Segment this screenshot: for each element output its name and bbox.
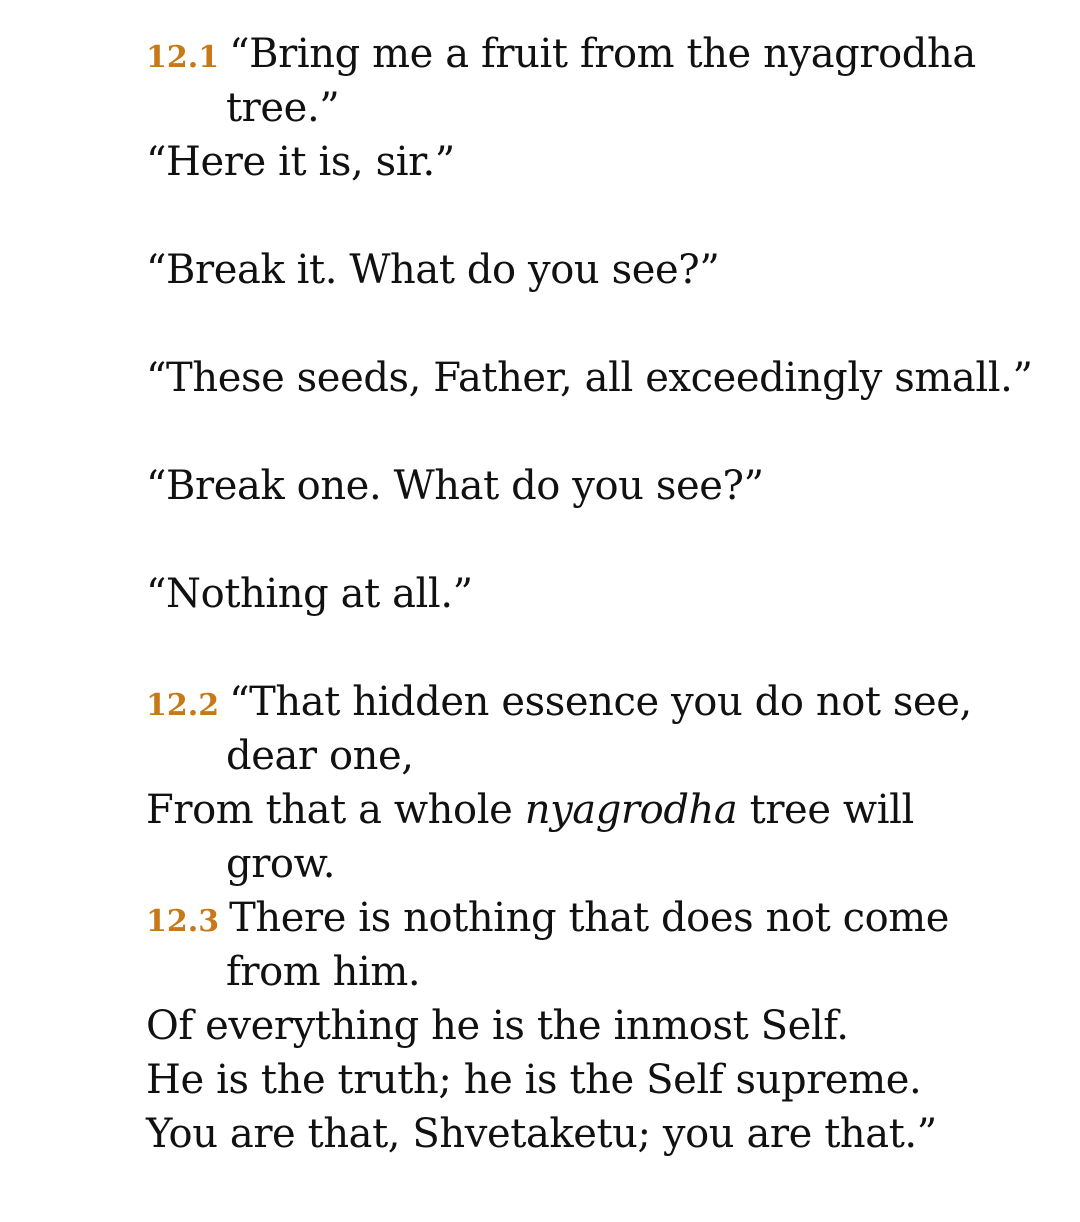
- verse-line: “Break it. What do you see?”: [146, 247, 720, 293]
- verse-line: “Here it is, sir.”: [146, 139, 455, 185]
- verse-line: [146, 675, 1046, 729]
- stanza-gap: [146, 405, 1046, 459]
- verse-line: You are that, Shvetaketu; you are that.”: [146, 1111, 937, 1157]
- verse-line-text: tree will: [737, 787, 914, 833]
- verse-line-continuation: from him.: [226, 949, 421, 995]
- stanza-gap: [146, 189, 1046, 243]
- verse-number: 12.3: [146, 904, 220, 939]
- verse-line-continuation: grow.: [226, 841, 336, 887]
- verse-line: [146, 27, 1046, 81]
- verse-line-text: There is nothing that does not come: [229, 895, 950, 941]
- verse-line-continuation: tree.”: [226, 85, 340, 131]
- verse-line: He is the truth; he is the Self supreme.: [146, 1057, 922, 1103]
- stanza-gap: [146, 297, 1046, 351]
- verse-line: [146, 783, 1046, 837]
- verse-line-continuation: dear one,: [226, 733, 414, 779]
- verse-line: “These seeds, Father, all exceedingly small.”: [146, 355, 1033, 401]
- verse-line: “Break one. What do you see?”: [146, 463, 764, 509]
- verse-line: Of everything he is the inmost Self.: [146, 1003, 849, 1049]
- verse-line-text: From that a whole: [146, 787, 525, 833]
- verse-number: 12.2: [146, 688, 220, 723]
- stanza-gap: [146, 513, 1046, 567]
- stanza-gap: [146, 621, 1046, 675]
- verse-number: 12.1: [146, 40, 220, 75]
- verse-line: “Nothing at all.”: [146, 571, 473, 617]
- verse-text-block: [146, 27, 1046, 1161]
- verse-line-text: “Bring me a fruit from the nyagrodha: [229, 31, 976, 77]
- verse-line: [146, 891, 1046, 945]
- italic-term: nyagrodha: [524, 787, 738, 833]
- verse-line-text: “That hidden essence you do not see,: [229, 679, 972, 725]
